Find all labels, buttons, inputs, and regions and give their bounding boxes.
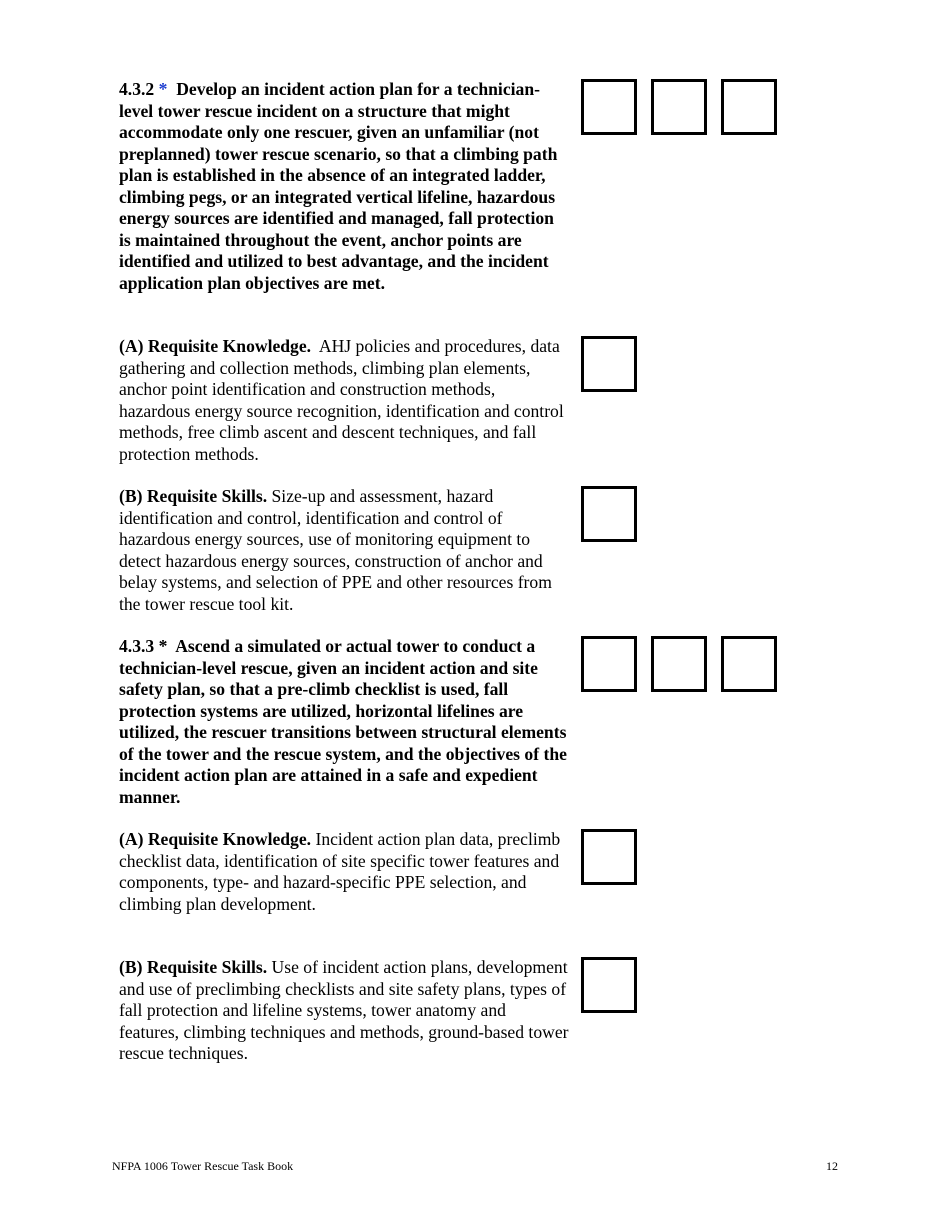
requisite-skills-4-3-2 bbox=[119, 486, 569, 615]
star-marker: * bbox=[158, 636, 168, 656]
star-marker: * bbox=[158, 79, 168, 99]
skills-signoff-box[interactable] bbox=[581, 486, 637, 542]
signoff-box-1[interactable] bbox=[581, 79, 637, 135]
skills-signoff-box[interactable] bbox=[581, 957, 637, 1013]
requisite-knowledge-text: AHJ policies and procedures, data gathering and collection methods, climbing plan elements, anchor point identification and construction methods, hazardous energy source recognition, identification and control methods, free climb ascent and descent techniques, and fall protection methods. bbox=[119, 336, 564, 464]
section-text: Develop an incident action plan for a technician-level tower rescue incident on a structure that might accommodate only one rescuer, given an unfamiliar (not preplanned) tower rescue scenario, so that a climbing path plan is established in the absence of an integrated ladder, climbing pegs, or an integrated vertical lifeline, hazardous energy sources are identified and managed, fall protection is maintained throughout the event, anchor points are identified and utilized to best advantage, and the incident application plan objectives are met. bbox=[119, 79, 558, 293]
signoff-box-2[interactable] bbox=[651, 79, 707, 135]
knowledge-signoff-box[interactable] bbox=[581, 829, 637, 885]
requisite-skills-text: Size-up and assessment, hazard identification and control, identification and control of hazardous energy sources, use of monitoring equipment to detect hazardous energy sources, construction of anchor and belay systems, and selection of PPE and other resources from the tower rescue tool kit. bbox=[119, 486, 552, 614]
requisite-skills-4-3-3 bbox=[119, 957, 569, 1065]
signoff-box-3[interactable] bbox=[721, 636, 777, 692]
requisite-knowledge-label: (A) Requisite Knowledge. bbox=[119, 336, 312, 356]
requisite-knowledge-label: (A) Requisite Knowledge. bbox=[119, 829, 312, 849]
section-number: 4.3.3 bbox=[119, 636, 155, 656]
signoff-box-1[interactable] bbox=[581, 636, 637, 692]
requisite-skills-text: Use of incident action plans, development and use of preclimbing checklists and site safety plans, types of fall protection and lifeline systems, tower anatomy and features, climbing techniques and methods, ground-based tower rescue techniques. bbox=[119, 957, 569, 1063]
footer-title: NFPA 1006 Tower Rescue Task Book bbox=[112, 1159, 294, 1173]
requisite-knowledge-4-3-2 bbox=[119, 336, 569, 465]
requisite-knowledge-text: Incident action plan data, preclimb checklist data, identification of site specific tower features and components, type- and hazard-specific PPE selection, and climbing plan development. bbox=[119, 829, 561, 914]
requisite-skills-label: (B) Requisite Skills. bbox=[119, 957, 268, 977]
signoff-box-2[interactable] bbox=[651, 636, 707, 692]
section-text: Ascend a simulated or actual tower to conduct a technician-level rescue, given an incident action and site safety plan, so that a pre-climb checklist is used, fall protection systems are utilized, horizontal lifelines are utilized, the rescuer transitions between structural elements of the tower and the rescue system, and the objectives of the incident action plan are attained in a safe and expedient manner. bbox=[119, 636, 567, 807]
page-number: 12 bbox=[826, 1159, 838, 1173]
knowledge-signoff-box[interactable] bbox=[581, 336, 637, 392]
section-number: 4.3.2 bbox=[119, 79, 155, 99]
section-4-3-3-statement bbox=[119, 636, 569, 808]
signoff-box-3[interactable] bbox=[721, 79, 777, 135]
requisite-skills-label: (B) Requisite Skills. bbox=[119, 486, 268, 506]
section-4-3-2-statement bbox=[119, 79, 569, 294]
requisite-knowledge-4-3-3 bbox=[119, 829, 569, 915]
